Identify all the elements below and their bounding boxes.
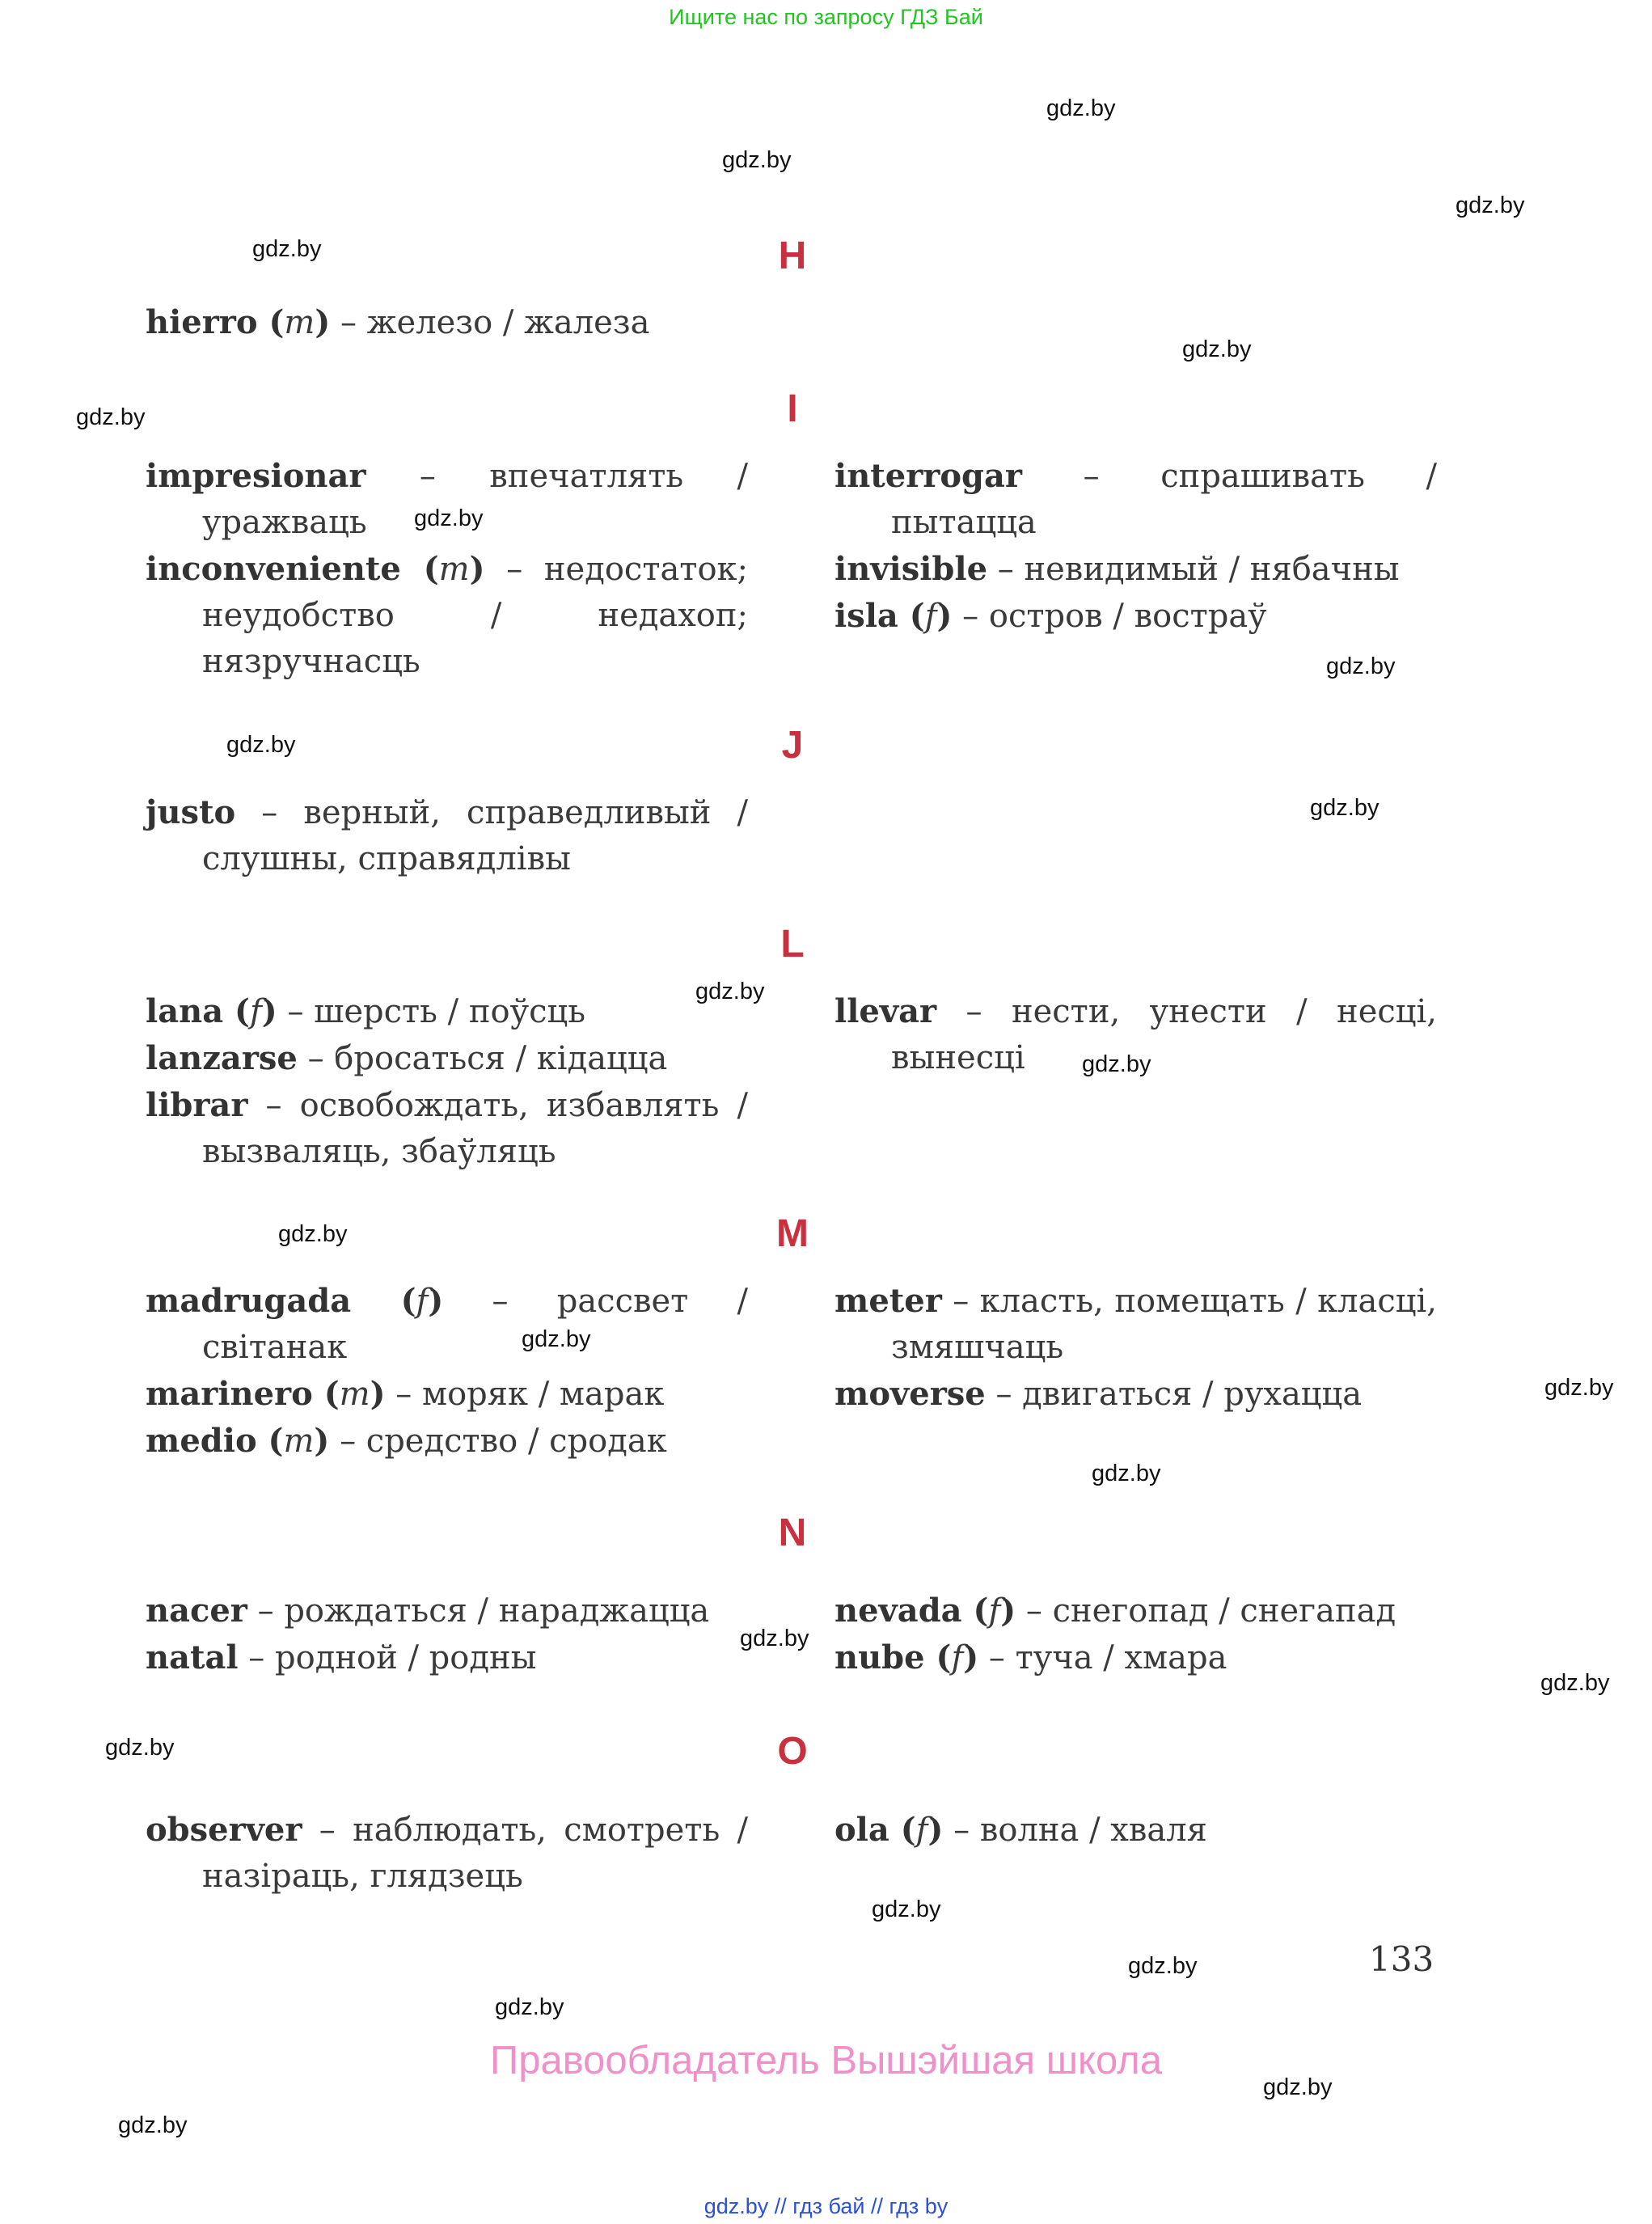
watermark: gdz.by [1263, 2074, 1333, 2100]
watermark: gdz.by [105, 1735, 175, 1761]
watermark: gdz.by [1046, 95, 1116, 121]
section-i-right [834, 453, 1437, 640]
dictionary-entry: impresionar – впечатлять / уражваць [146, 457, 748, 541]
dictionary-entry: lana (f) – шерсть / поўсць [146, 992, 586, 1030]
dictionary-entry: lanzarse – бросаться / кідацца [146, 1039, 668, 1077]
watermark: gdz.by [1456, 192, 1525, 218]
section-m-right [834, 1278, 1437, 1418]
watermark: gdz.by [414, 505, 484, 531]
watermark: gdz.by [495, 1994, 564, 2020]
section-h-left [146, 299, 748, 346]
watermark: gdz.by [1310, 795, 1379, 821]
dictionary-entry: madrugada (f) – рассвет / світанак [146, 1282, 748, 1366]
dictionary-entry: justo – верный, справедливый / слушны, справядлівы [146, 793, 748, 877]
watermark: gdz.by [1326, 653, 1396, 679]
section-letter: I [787, 387, 798, 430]
section-i-left [146, 453, 748, 685]
dictionary-entry: nacer – рождаться / нараджацца [146, 1592, 710, 1630]
dictionary-entry: marinero (m) – моряк / марак [146, 1375, 665, 1413]
section-m-left [146, 1278, 748, 1465]
dictionary-entry: observer – наблюдать, смотреть / назіраць, глядзець [146, 1811, 748, 1895]
section-l-left [146, 988, 748, 1175]
watermark: gdz.by [118, 2112, 188, 2138]
watermark: gdz.by [1128, 1953, 1198, 1979]
dictionary-entry: nevada (f) – снегопад / снегапад [834, 1592, 1396, 1630]
section-letter: M [776, 1212, 809, 1255]
watermark: gdz.by [226, 732, 296, 758]
watermark: gdz.by [1082, 1051, 1151, 1077]
watermark: gdz.by [695, 979, 765, 1004]
watermark: gdz.by [76, 404, 146, 430]
section-letter: O [777, 1730, 808, 1773]
watermark: gdz.by [1540, 1670, 1610, 1696]
page-number: 133 [1369, 1939, 1434, 1979]
section-letter: H [778, 235, 807, 277]
top-banner: Ищите нас по запросу ГДЗ Бай [669, 5, 983, 29]
dictionary-entry: moverse – двигаться / рухацца [834, 1375, 1363, 1413]
watermark: gdz.by [1182, 336, 1252, 362]
dictionary-entry: natal – родной / родны [146, 1638, 537, 1676]
watermark: gdz.by [740, 1626, 809, 1651]
section-o-right [834, 1807, 1437, 1854]
rights-holder-notice: Правообладатель Вышэйшая школа [489, 2039, 1163, 2082]
section-o-left [146, 1807, 748, 1900]
watermark: gdz.by [522, 1326, 591, 1352]
section-j-left [146, 789, 748, 882]
watermark: gdz.by [872, 1896, 941, 1922]
dictionary-entry: inconveniente (m) – недостаток; неудобство / недахоп; нязручнасць [146, 550, 748, 680]
watermark: gdz.by [722, 147, 792, 173]
section-n-left [146, 1588, 748, 1681]
dictionary-entry: nube (f) – туча / хмара [834, 1638, 1227, 1676]
dictionary-entry: interrogar – спрашивать / пытацца [834, 457, 1437, 541]
dictionary-entry: medio (m) – средство / сродак [146, 1422, 667, 1460]
section-l-right [834, 988, 1437, 1081]
dictionary-entry: librar – освобождать, избавлять / вызваляць, збаўляць [146, 1086, 748, 1170]
watermark: gdz.by [252, 236, 322, 262]
watermark: gdz.by [1544, 1375, 1614, 1401]
footer-links[interactable]: gdz.by // гдз бай // гдз by [703, 2194, 949, 2218]
watermark: gdz.by [1092, 1461, 1161, 1486]
dictionary-entry: ola (f) – волна / хваля [834, 1811, 1207, 1849]
dictionary-entry: isla (f) – остров / востраў [834, 597, 1267, 635]
section-n-right [834, 1588, 1437, 1681]
dictionary-entry: meter – класть, помещать / класці, змяшчаць [834, 1282, 1437, 1366]
section-letter: N [778, 1512, 807, 1554]
dictionary-entry: hierro (m) – железо / жалеза [146, 303, 650, 341]
dictionary-entry: invisible – невидимый / нябачны [834, 550, 1400, 588]
dictionary-entry: llevar – нести, унести / несці, вынесці [834, 992, 1437, 1076]
section-letter: L [780, 923, 805, 966]
section-letter: J [781, 724, 804, 767]
watermark: gdz.by [278, 1221, 348, 1247]
